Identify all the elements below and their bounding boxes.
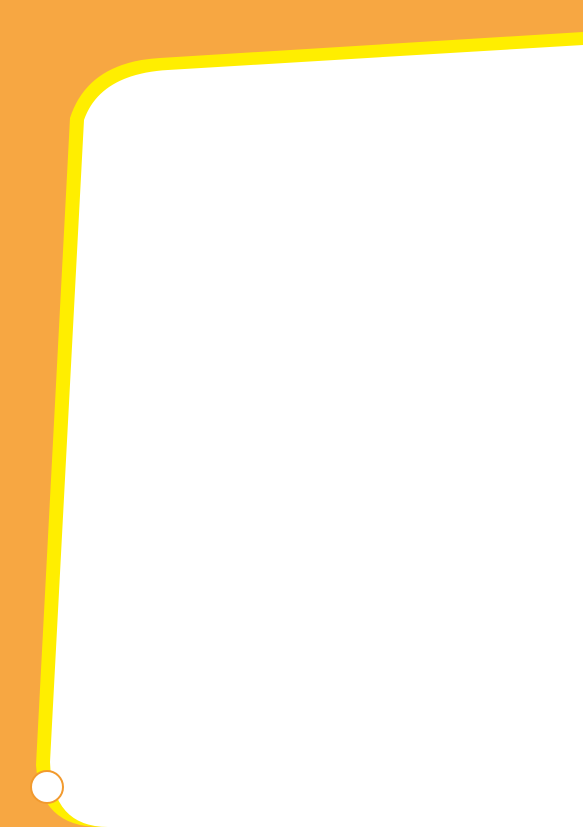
page-number bbox=[30, 770, 64, 804]
intro-paragraph bbox=[119, 182, 509, 204]
column-station-labels bbox=[207, 342, 533, 452]
